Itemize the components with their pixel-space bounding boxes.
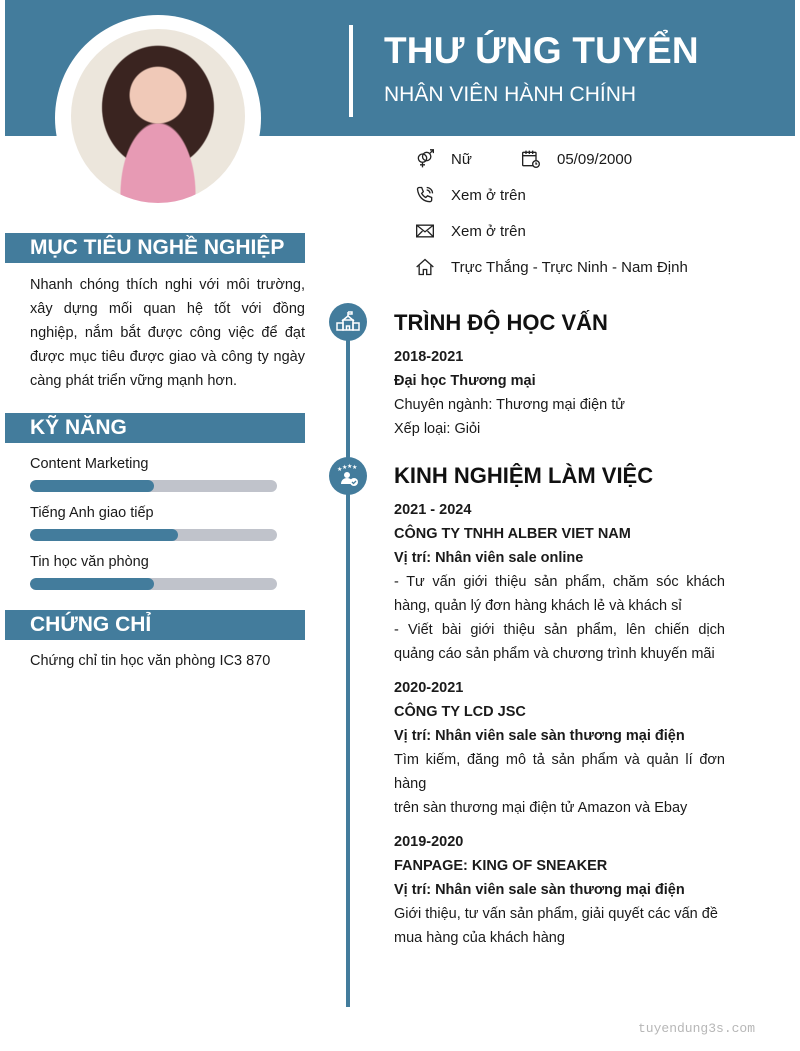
- envelope-icon: [414, 220, 436, 242]
- svg-text:★: ★: [337, 467, 343, 473]
- phone-row: [414, 184, 526, 206]
- skill-bar: [30, 529, 277, 541]
- email-row: [414, 220, 526, 242]
- objective-text: [30, 273, 305, 393]
- job-company: CÔNG TY TNHH ALBER VIET NAM: [394, 526, 631, 542]
- job-desc-line: - Viết bài giới thiệu sản phẩm, lên chiến dịch: [394, 622, 725, 638]
- job-desc-line: hàng: [394, 776, 427, 792]
- skill-bar-fill: [30, 480, 154, 492]
- job-period: 2021 - 2024: [394, 502, 472, 518]
- gender-row: [414, 148, 472, 170]
- objective-line: xây dựng mối quan hệ tốt với đồng: [30, 301, 305, 317]
- birthday-row: [520, 148, 632, 170]
- education-grade: Xếp loại: Giỏi: [394, 421, 481, 437]
- phone-icon: [414, 184, 436, 206]
- skill-label: Tin học văn phòng: [30, 554, 149, 570]
- timeline-line: [346, 320, 353, 1007]
- home-icon: [414, 256, 436, 278]
- svg-text:★: ★: [342, 465, 348, 471]
- rating-user-icon: [329, 457, 367, 495]
- job-desc-line: - Tư vấn giới thiệu sản phẩm, chăm sóc khách: [394, 574, 725, 590]
- job-desc-line: mua hàng của khách hàng: [394, 930, 565, 946]
- skill-bar-fill: [30, 578, 154, 590]
- gender-value: Nữ: [451, 150, 472, 168]
- watermark: tuyendung3s.com: [638, 1021, 756, 1036]
- objective-line: nghiệp, nắm bắt được công việc để đạt: [30, 325, 305, 341]
- job-company: FANPAGE: KING OF SNEAKER: [394, 858, 608, 874]
- education-heading: TRÌNH ĐỘ HỌC VẤN: [394, 310, 608, 335]
- svg-text:★: ★: [347, 464, 353, 470]
- education-period: 2018-2021: [394, 349, 464, 365]
- job-desc-line: quảng cáo sản phẩm và chương trình khuyến mãi: [394, 646, 715, 662]
- objective-line: càng phát triển vững mạnh hơn.: [30, 373, 238, 389]
- address-row: [414, 256, 688, 278]
- school-icon: [329, 303, 367, 341]
- job-company: CÔNG TY LCD JSC: [394, 704, 526, 720]
- skill-label: Content Marketing: [30, 456, 149, 472]
- avatar: [71, 29, 245, 203]
- page-title: THƯ ỨNG TUYỂN: [384, 30, 699, 71]
- certificates-heading: CHỨNG CHỈ: [5, 610, 305, 640]
- job-desc-line: hàng, quản lý đơn hàng khách lẻ và khách sỉ: [394, 598, 682, 614]
- job-period: 2020-2021: [394, 680, 464, 696]
- objective-line: Nhanh chóng thích nghi với môi trường,: [30, 277, 305, 293]
- skill-bar: [30, 480, 277, 492]
- objective-line: được mục tiêu được giao và công ty ngày: [30, 349, 305, 365]
- job-title: NHÂN VIÊN HÀNH CHÍNH: [384, 83, 637, 106]
- education-major: Chuyên ngành: Thương mại điện tử: [394, 397, 625, 413]
- experience-heading: KINH NGHIỆM LÀM VIỆC: [394, 463, 654, 488]
- skill-bar-fill: [30, 529, 178, 541]
- job-desc-line: Giới thiệu, tư vấn sản phẩm, giải quyết các vấn đề: [394, 906, 718, 922]
- job-desc-line: trên sàn thương mại điện tử Amazon và Ebay: [394, 800, 688, 816]
- skills-heading: KỸ NĂNG: [5, 413, 305, 443]
- job-desc-line: Tìm kiếm, đăng mô tả sản phẩm và quản lí đơn: [394, 752, 725, 768]
- objective-heading: MỤC TIÊU NGHỀ NGHIỆP: [5, 233, 305, 263]
- gender-icon: [414, 148, 436, 170]
- job-period: 2019-2020: [394, 834, 464, 850]
- svg-text:★: ★: [352, 465, 358, 471]
- skill-bar: [30, 578, 277, 590]
- address-value: Trực Thắng - Trực Ninh - Nam Định: [451, 258, 688, 276]
- header-divider: [349, 25, 353, 117]
- job-position: Vị trí: Nhân viên sale sàn thương mại điện: [394, 882, 685, 898]
- birthday-value: 05/09/2000: [557, 150, 633, 168]
- skill-label: Tiếng Anh giao tiếp: [30, 505, 154, 521]
- phone-value: Xem ở trên: [451, 186, 526, 204]
- email-value: Xem ở trên: [451, 222, 526, 240]
- job-position: Vị trí: Nhân viên sale sàn thương mại điện: [394, 728, 685, 744]
- education-school: Đại học Thương mại: [394, 373, 536, 389]
- job-position: Vị trí: Nhân viên sale online: [394, 550, 584, 566]
- calendar-icon: [520, 148, 542, 170]
- certificate-item: Chứng chỉ tin học văn phòng IC3 870: [30, 653, 271, 669]
